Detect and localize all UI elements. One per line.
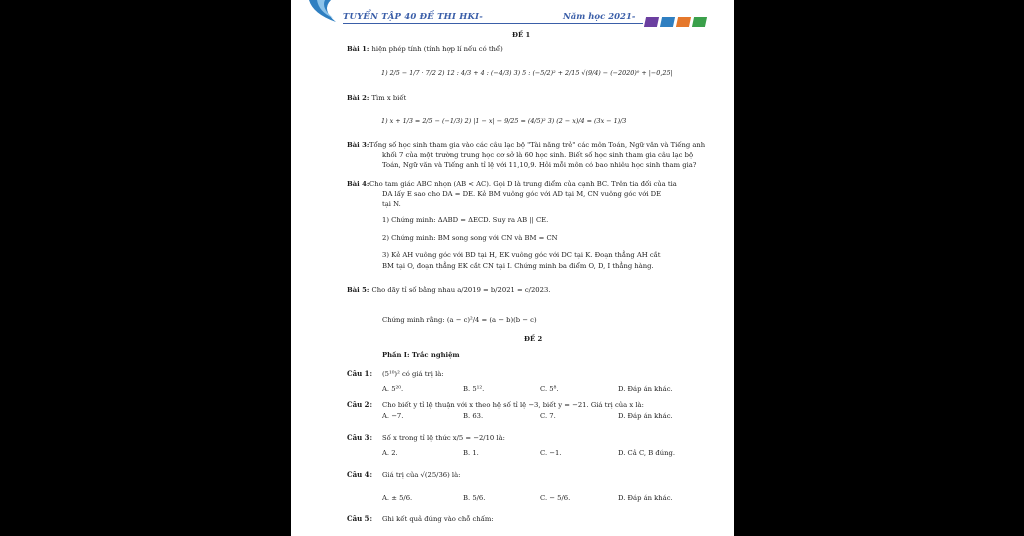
accent-square-blue	[660, 17, 675, 27]
q4-opt-d: D. Đáp án khác.	[618, 494, 673, 502]
de1-title: ĐỀ 1	[512, 31, 531, 39]
de2-title: ĐỀ 2	[524, 335, 543, 343]
accent-square-green	[692, 17, 707, 27]
q1-opt-a: A. 5²⁰.	[382, 385, 404, 393]
bai2-expr: 1) x + 1/3 = 2/5 − (−1/3) 2) |1 − x| − 9/25 = (4/5)² 3) (2 − x)/4 = (3x − 1)/3	[381, 117, 627, 125]
q1-label: Câu 1:	[347, 369, 373, 378]
bai4-line-2: DA lấy E sao cho DA = DE. Kẻ BM vuông góc với AD tại M, CN vuông góc với DE	[382, 190, 662, 198]
q1-opt-c: C. 5⁸.	[540, 385, 559, 393]
bai1-label: Bài 1:	[347, 45, 370, 53]
q4-label: Câu 4:	[347, 470, 373, 479]
accent-square-orange	[676, 17, 691, 27]
bai3-label: Bài 3:	[347, 141, 370, 149]
bai5-label: Bài 5:	[347, 286, 370, 294]
bai1-expr: 1) 2/5 − 1/7 · 7/2 2) 12 : 4/3 + 4 : (−4/3) 3) 5 : (−5/2)² + 2/15 √(9/4) − (−2020)⁰ + |−0,25|	[381, 69, 673, 77]
q4-opt-b: B. 5/6.	[463, 494, 486, 502]
q3-label: Câu 3:	[347, 433, 373, 442]
q4-opt-a: A. ± 5/6.	[382, 494, 413, 502]
q2-opt-d: D. Đáp án khác.	[618, 412, 673, 420]
q3-text: Số x trong tỉ lệ thức x/5 = −2/10 là:	[382, 434, 505, 442]
bai4-line-1: Cho tam giác ABC nhọn (AB < AC). Gọi D là trung điểm của cạnh BC. Trên tia đối của tia	[369, 180, 677, 188]
q1-opt-b: B. 5¹².	[463, 385, 485, 393]
q2-opt-a: A. −7.	[382, 412, 404, 420]
bai1-text: hiện phép tính (tính hợp lí nếu có thể)	[371, 45, 503, 53]
bai3-line-1: Tổng số học sinh tham gia vào các câu lạc bộ "Tài năng trẻ" các môn Toán, Ngữ văn và Tiếng anh	[369, 141, 706, 149]
q2-opt-c: C. 7.	[540, 412, 556, 420]
bai5	[347, 286, 550, 295]
bai4-label: Bài 4:	[347, 180, 370, 188]
q3-opt-c: C. −1.	[540, 449, 562, 457]
de2-part: Phần I: Trắc nghiệm	[382, 351, 460, 359]
q2-opt-b: B. 63.	[463, 412, 484, 420]
bai2-text: Tìm x biết	[371, 94, 407, 102]
q4-opt-c: C. − 5/6.	[540, 494, 571, 502]
bai4-q1: 1) Chứng minh: ΔABD = ΔECD. Suy ra AB || CE.	[382, 216, 549, 224]
bai1	[347, 45, 503, 54]
accent-square-purple	[644, 17, 659, 27]
bai4-q3-line-2: BM tại O, đoạn thẳng EK cắt CN tại I. Chứng minh ba điểm O, D, I thẳng hàng.	[382, 262, 654, 270]
q2-label: Câu 2:	[347, 400, 373, 409]
bai4-line-3: tại N.	[382, 200, 401, 208]
bai3-line-2: khối 7 của một trường trung học cơ sở là 60 học sinh. Biết số học sinh tham gia câu lạc bộ	[382, 151, 694, 159]
bai4-q3-line-1: 3) Kẻ AH vuông góc với BD tại H, EK vuông góc với DC tại K. Đoạn thẳng AH cắt	[382, 251, 661, 259]
q2-text: Cho biết y tỉ lệ thuận với x theo hệ số tỉ lệ −3, biết y = −21. Giá trị của x là:	[382, 401, 644, 409]
q5-label: Câu 5:	[347, 514, 373, 523]
q1-text: (5¹⁰)² có giá trị là:	[382, 370, 444, 378]
q4-text: Giá trị của √(25/36) là:	[382, 471, 461, 479]
q3-opt-a: A. 2.	[382, 449, 398, 457]
header-title: TUYỂN TẬP 40 ĐỀ THI HKI-	[343, 12, 483, 22]
header-year: Năm học 2021-	[563, 12, 636, 22]
bai5-prove: Chứng minh rằng: (a − c)²/4 = (a − b)(b − c)	[382, 316, 537, 324]
header-rule	[343, 23, 643, 24]
bai5-text: Cho dãy tỉ số bằng nhau a/2019 = b/2021 = c/2023.	[371, 286, 551, 294]
q3-opt-b: B. 1.	[463, 449, 479, 457]
document-page	[291, 0, 734, 536]
bai3-line-3: Toán, Ngữ văn và Tiếng anh tỉ lệ với 11,10,9. Hỏi mỗi môn có bao nhiêu học sinh tham gia?	[382, 161, 697, 169]
bai2	[347, 94, 406, 103]
q5-text: Ghi kết quả đúng vào chỗ chấm:	[382, 515, 494, 523]
bai2-label: Bài 2:	[347, 94, 370, 102]
q3-opt-d: D. Cả C, B đúng.	[618, 449, 675, 457]
q1-opt-d: D. Đáp án khác.	[618, 385, 673, 393]
bai4-q2: 2) Chứng minh: BM song song với CN và BM = CN	[382, 234, 558, 242]
